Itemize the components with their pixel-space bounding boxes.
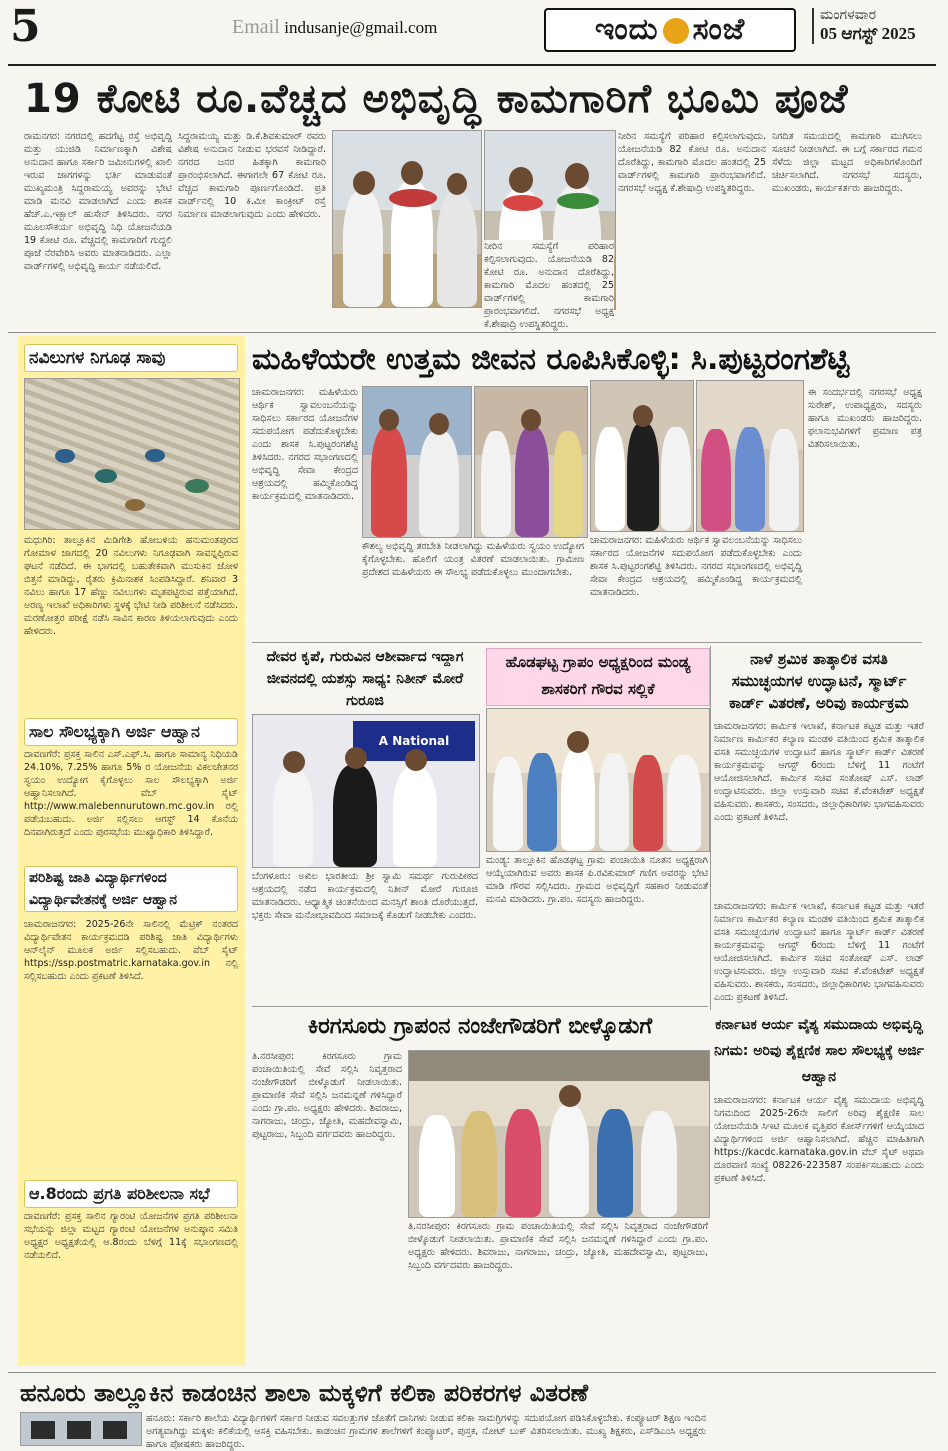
kiragasur-story-col2: ತಿ.ನರಸೀಪುರ: ಕಿರಗಸೂರು ಗ್ರಾಮ ಪಂಚಾಯಿತಿಯಲ್ಲಿ ಸೇವೆ ಸಲ್ಲಿಸಿ ನಿವೃತ್ತರಾದ ನಂಜೇಗೌಡರಿಗೆ ಬೀಳ್ಕೊಡುಗೆ ನೀಡಲಾಯಿತು. ಪ್ರಾಮಾಣಿಕ ಸೇವೆ ಸಲ್ಲಿಸಿ ಜನಮನ್ನಣೆ ಗಳಿಸಿದ್ದಾರೆ ಎಂದು ಗ್ರಾ.ಪಂ. ಅಧ್ಯಕ್ಷರು ಹೇಳಿದರು. ಶಿವರಾಜು, ನಾಗರಾಜು, ಚಂದ್ರು, ಜ್ಯೋತಿ, ಮಹದೇವಸ್ವಾಮಿ, ಪುಟ್ಟರಾಜು, ಸಿಬ್ಬಂದಿ ವರ್ಗದವರು ಹಾಜರಿದ್ದರು. [408, 1221, 708, 1271]
main-story-col4: ನೀರಿನ ಸಮಸ್ಯೆಗೆ ಪರಿಹಾರ ಕಲ್ಪಿಸಲಾಗುವುದು. ಯೋಜನೆಯಡಿ 82 ಕೋಟಿ ರೂ. ಅನುದಾನ ದೊರೆತಿದ್ದು, ಕಾಮಗಾರಿ ಮೊದಲ ಹಂತದಲ್ಲಿ 25 ವಾರ್ಡ್‌ಗಳಲ್ಲಿ ಕಾಮಗಾರಿ ಪ್ರಾರಂಭವಾಗಲಿದೆ. ನಗರಸಭೆ ಅಧ್ಯಕ್ಷ ಕೆ.ಶೇಷಾದ್ರಿ ಉಪಸ್ಥಿತರಿದ್ದರು. [618, 131, 766, 194]
peacock-headline: ನವಿಲುಗಳ ನಿಗೂಢ ಸಾವು [24, 344, 238, 372]
brand-logo [530, 2, 805, 58]
photo-bhoomi-puja-1 [332, 130, 482, 308]
hanur-story-text: ಹನೂರು: ಸರ್ಕಾರಿ ಶಾಲೆಯ ವಿದ್ಯಾರ್ಥಿಗಳಿಗೆ ಸರ್ಕಾರ ನೀಡುವ ಸವಲತ್ತುಗಳ ಜೊತೆಗೆ ದಾನಿಗಳು ನೀಡುವ ಕಲಿಕಾ ಸಾಮಗ್ರಿಗಳನ್ನು ಸದುಪಯೋಗ ಪಡಿಸಿಕೊಳ್ಳಬೇಕು. ಕಂಪ್ಯೂಟರ್ ಶಿಕ್ಷಣ ಇಂದಿನ ಅಗತ್ಯವಾಗಿದ್ದು ಮಕ್ಕಳು ಕಲಿಕೆಯಲ್ಲಿ ಆಸಕ್ತಿ ವಹಿಸಬೇಕು. ಕಾಡಂಚಿನ ಗ್ರಾಮಗಳ ಶಾಲೆಗಳಿಗೆ ಕಂಪ್ಯೂಟರ್, ಪುಸ್ತಕ, ನೋಟ್ ಬುಕ್ ವಿತರಿಸಲಾಯಿತು. ಮುಖ್ಯ ಶಿಕ್ಷಕರು, ಎಸ್‌ಡಿಎಂಸಿ ಅಧ್ಯಕ್ಷರು ಹಾಗೂ ಪೋಷಕರು ಹಾಜರಿದ್ದರು. [146, 1413, 706, 1450]
peacock-story-text: ಮಧುಗಿರಿ: ತಾಲ್ಲೂಕಿನ ಮಿಡಿಗೇಶಿ ಹೋಬಳಿಯ ಹನುಮಂತಪುರದ ಗೋಮಾಳ ಜಾಗದಲ್ಲಿ 20 ನವಿಲುಗಳು ನಿಗೂಢವಾಗಿ ಸಾವನ್ನಪ್ಪಿರುವ ಘಟನೆ ನಡೆದಿದೆ. ಈ ಭಾಗದಲ್ಲಿ ಬಹುತೇಕವಾಗಿ ಮುಸುಕಿನ ಜೋಳ ಬಿತ್ತನೆ ಮಾಡಿದ್ದು, ರೈತರು ಕ್ರಿಮಿನಾಶಕ ಸಿಂಪಡಿಸಿದ್ದಾರೆ. ಶನಿವಾರ 3 ನವಿಲು ಹಾಗೂ 17 ಹೆಣ್ಣು ನವಿಲುಗಳು ಮೃತಪಟ್ಟಿರುವ ಪತ್ತೆಯಾಗಿದೆ. ಅರಣ್ಯ ಇಲಾಖೆ ಅಧಿಕಾರಿಗಳು ಸ್ಥಳಕ್ಕೆ ಭೇಟಿ ನೀಡಿ ಪರಿಶೀಲನೆ ನಡೆಸಿದರು. ಮರಣೋತ್ತರ ಪರೀಕ್ಷೆ ನಡೆಸಿ ಸಾವಿನ ಕಾರಣ ತಿಳಿಯಲಾಗುವುದು ಎಂದು ಹೇಳಿದರು. [24, 535, 238, 637]
photo-women-1 [362, 386, 472, 538]
photo-women-3 [590, 380, 694, 532]
photo-peacocks [24, 378, 240, 530]
main-story-col3: ನೀರಿನ ಸಮಸ್ಯೆಗೆ ಪರಿಹಾರ ಕಲ್ಪಿಸಲಾಗುವುದು. ಯೋಜನೆಯಡಿ 82 ಕೋಟಿ ರೂ. ಅನುದಾನ ದೊರೆತಿದ್ದು, ಕಾಮಗಾರಿ ಮೊದಲ ಹಂತದಲ್ಲಿ 25 ವಾರ್ಡ್‌ಗಳಲ್ಲಿ ಕಾಮಗಾರಿ ಪ್ರಾರಂಭವಾಗಲಿದೆ. ನಗರಸಭೆ ಅಧ್ಯಕ್ಷ ಕೆ.ಶೇಷಾದ್ರಿ ಉಪಸ್ಥಿತರಿದ್ದರು. [484, 241, 614, 330]
women-story-col4: ಈ ಸಂದರ್ಭದಲ್ಲಿ ನಗರಸಭೆ ಅಧ್ಯಕ್ಷ ಸುರೇಶ್, ಉಪಾಧ್ಯಕ್ಷರು, ಸದಸ್ಯರು ಹಾಗೂ ಮುಖಂಡರು ಹಾಜರಿದ್ದರು. ಫಲಾನುಭವಿಗಳಿಗೆ ಪ್ರಮಾಣ ಪತ್ರ ವಿತರಿಸಲಾಯಿತು. [808, 387, 922, 450]
vysya-headline: ಕರ್ನಾಟಕ ಆರ್ಯ ವೈಶ್ಯ ಸಮುದಾಯ ಅಭಿವೃದ್ಧಿ ನಿಗಮ: ಅರಿವು ಶೈಕ್ಷಣಿಕ ಸಾಲ ಸೌಲಭ್ಯಕ್ಕೆ ಅರ್ಜಿ ಆಹ್ವಾನ [714, 1017, 924, 1085]
section-rule-4 [8, 1372, 936, 1373]
loan-story-text: ದಾವಣಗೆರೆ: ಪ್ರಸಕ್ತ ಸಾಲಿನ ಎಸ್.ಎಫ್.ಸಿ. ಹಾಗೂ ಸಾಮಾನ್ಯ ನಿಧಿಯಡಿ 24.10%, 7.25% ಹಾಗೂ 5% ರ ಯೋಜನೆಯ ವಿಕಲಚೇತನರ ಸ್ವಯಂ ಉದ್ಯೋಗ ಕೈಗೊಳ್ಳಲು ಸಾಲ ಸೌಲಭ್ಯಕ್ಕಾಗಿ ಅರ್ಜಿ ಆಹ್ವಾನಿಸಲಾಗಿದೆ. ವೆಬ್ ಸೈಟ್ http://www.malebennurutown.mc.gov.in ರಲ್ಲಿ ಪಡೆಯಬಹುದು. ಅರ್ಜಿ ಸಲ್ಲಿಸಲು ಆಗಸ್ಟ್ 14 ಕೊನೆಯ ದಿನವಾಗಿರುತ್ತದೆ ಎಂದು ಪುರಸಭೆಯ ಮುಖ್ಯಾಧಿಕಾರಿ ತಿಳಿಸಿದ್ದಾರೆ. [24, 749, 238, 838]
section-rule-2 [252, 642, 922, 643]
hodaghatta-headline-box [486, 648, 710, 706]
hodaghatta-headline: ಹೊಡಘಟ್ಟ ಗ್ರಾಪಂ ಅಧ್ಯಕ್ಷರಿಂದ ಮಂಡ್ಯ ಶಾಸಕರಿಗೆ ಗೌರವ ಸಲ್ಲಿಕೆ [505, 653, 691, 698]
main-story-col5: ನಿಗದಿತ ಸಮಯದಲ್ಲಿ ಕಾಮಗಾರಿ ಮುಗಿಸಲು ಸೂಚನೆ ನೀಡಲಾಗಿದೆ. ಈ ಬಗ್ಗೆ ಸರ್ಕಾರದ ಗಮನ ಸೆಳೆದು ಜಿಲ್ಲಾ ಮಟ್ಟದ ಅಧಿಕಾರಿಗಳೊಂದಿಗೆ ಚರ್ಚಿಸಲಾಗಿದೆ. ನಗರಸಭೆ ಸದಸ್ಯರು, ಮುಖಂಡರು, ಕಾರ್ಯಕರ್ತರು ಹಾಜರಿದ್ದರು. [772, 131, 922, 194]
section-rule-1 [8, 332, 936, 333]
issue-date: 05 ಆಗಸ್ಟ್ 2025 [820, 24, 916, 43]
guru-story-text: ಬೆಂಗಳೂರು: ಅಖಿಲ ಭಾರತೀಯ ಶ್ರೀ ಸ್ವಾಮಿ ಸಮರ್ಥ ಗುರುಪೀಠದ ಆಶ್ರಯದಲ್ಲಿ ನಡೆದ ಕಾರ್ಯಕ್ರಮದಲ್ಲಿ ನಿತೀನ್ ಮೋರೆ ಗುರೂಜಿ ಮಾತನಾಡಿದರು. ಆಧ್ಯಾತ್ಮಿಕ ಚಿಂತನೆಯಿಂದ ಮನಸ್ಸಿಗೆ ಶಾಂತಿ ದೊರೆಯುತ್ತದೆ. ಭಕ್ತರು ಸೇವಾ ಮನೋಭಾವದಿಂದ ಸಮಾಜಕ್ಕೆ ಕೊಡುಗೆ ನೀಡಬೇಕು ಎಂದರು. [252, 871, 478, 921]
labour-headline: ನಾಳೆ ಶ್ರಮಿಕ ತಾತ್ಕಾಲಿಕ ವಸತಿ ಸಮುಚ್ಛಯಗಳ ಉದ್ಘಾಟನೆ, ಸ್ಮಾರ್ಟ್ ಕಾರ್ಡ್ ವಿತರಣೆ, ಅರಿವು ಕಾರ್ಯಕ್ರಮ [729, 650, 909, 712]
email-line [232, 16, 437, 39]
labour-story-text-2: ಚಾಮರಾಜನಗರ: ಕಾರ್ಮಿಕ ಇಲಾಖೆ, ಕರ್ನಾಟಕ ಕಟ್ಟಡ ಮತ್ತು ಇತರೆ ನಿರ್ಮಾಣ ಕಾರ್ಮಿಕರ ಕಲ್ಯಾಣ ಮಂಡಳಿ ವತಿಯಿಂದ ಶ್ರಮಿಕ ತಾತ್ಕಾಲಿಕ ವಸತಿ ಸಮುಚ್ಛಯಗಳ ಉದ್ಘಾಟನೆ ಹಾಗೂ ಸ್ಮಾರ್ಟ್ ಕಾರ್ಡ್ ವಿತರಣೆ ಕಾರ್ಯಕ್ರಮವನ್ನು ಆಗಸ್ಟ್ 6ರಂದು ಬೆಳಿಗ್ಗೆ 11 ಗಂಟೆಗೆ ಆಯೋಜಿಸಲಾಗಿದೆ. ಕಾರ್ಮಿಕ ಸಚಿವ ಸಂತೋಷ್ ಎಸ್. ಲಾಡ್ ಉದ್ಘಾಟಿಸುವರು. ಜಿಲ್ಲಾ ಉಸ್ತುವಾರಿ ಸಚಿವ ಕೆ.ವೆಂಕಟೇಶ್ ಅಧ್ಯಕ್ಷತೆ ವಹಿಸುವರು. ಶಾಸಕರು, ಸಂಸದರು, ಜಿಲ್ಲಾಧಿಕಾರಿಗಳು ಭಾಗವಹಿಸುವರು ಎಂದು ಪ್ರಕಟಣೆ ತಿಳಿಸಿದೆ. [714, 901, 924, 1003]
weekday: ಮಂಗಳವಾರ [820, 8, 877, 23]
guru-banner: A National [353, 721, 475, 761]
main-story-col2: ಸಿದ್ದರಾಮಯ್ಯ ಮತ್ತು ಡಿ.ಕೆ.ಶಿವಕುಮಾರ್ ರವರು ವಿಶೇಷ ಅನುದಾನ ನೀಡುವ ಭರವಸೆ ನೀಡಿದ್ದಾರೆ. ನಗರದ ಜನರ ಹಿತಕ್ಕಾಗಿ ಕಾಮಗಾರಿ ಪ್ರಾರಂಭಿಸಲಾಗಿದೆ. ಈಗಾಗಲೇ 67 ಕೋಟಿ ರೂ. ವೆಚ್ಚದ ಕಾಮಗಾರಿ ಪೂರ್ಣಗೊಂಡಿದೆ. ಪ್ರತಿ ವಾರ್ಡ್‌ನಲ್ಲಿ 10 ಕಿ.ಮೀ ಕಾಂಕ್ರೀಟ್ ರಸ್ತೆ ನಿರ್ಮಾಣ ಮಾಡಲಾಗುವುದು ಎಂದು ಹೇಳಿದರು. [178, 131, 326, 220]
guru-headline: ದೇವರ ಕೃಪೆ, ಗುರುವಿನ ಆಶೀರ್ವಾದ ಇದ್ದಾಗ ಜೀವನದಲ್ಲಿ ಯಶಸ್ಸು ಸಾಧ್ಯ: ನಿತೀನ್ ಮೋರೆ ಗುರೂಜಿ [266, 649, 464, 709]
scholarship-headline: ಪರಿಶಿಷ್ಟ ಜಾತಿ ವಿದ್ಯಾರ್ಥಿಗಳಿಂದ ವಿದ್ಯಾರ್ಥಿವೇತನಕ್ಕೆ ಅರ್ಜಿ ಆಹ್ವಾನ [24, 866, 238, 912]
hanur-headline: ಹನೂರು ತಾಲ್ಲೂಕಿನ ಕಾಡಂಚಿನ ಶಾಲಾ ಮಕ್ಕಳಿಗೆ ಕಲಿಕಾ ಪರಿಕರಗಳ ವಿತರಣೆ [20, 1379, 589, 1407]
column-divider [710, 646, 711, 1010]
labour-story-text: ಚಾಮರಾಜನಗರ: ಕಾರ್ಮಿಕ ಇಲಾಖೆ, ಕರ್ನಾಟಕ ಕಟ್ಟಡ ಮತ್ತು ಇತರೆ ನಿರ್ಮಾಣ ಕಾರ್ಮಿಕರ ಕಲ್ಯಾಣ ಮಂಡಳಿ ವತಿಯಿಂದ ಶ್ರಮಿಕ ತಾತ್ಕಾಲಿಕ ವಸತಿ ಸಮುಚ್ಛಯಗಳ ಉದ್ಘಾಟನೆ ಹಾಗೂ ಸ್ಮಾರ್ಟ್ ಕಾರ್ಡ್ ವಿತರಣೆ ಕಾರ್ಯಕ್ರಮವನ್ನು ಆಗಸ್ಟ್ 6ರಂದು ಬೆಳಿಗ್ಗೆ 11 ಗಂಟೆಗೆ ಆಯೋಜಿಸಲಾಗಿದೆ. ಕಾರ್ಮಿಕ ಸಚಿವ ಸಂತೋಷ್ ಎಸ್. ಲಾಡ್ ಉದ್ಘಾಟಿಸುವರು. ಜಿಲ್ಲಾ ಉಸ್ತುವಾರಿ ಸಚಿವ ಕೆ.ವೆಂಕಟೇಶ್ ಅಧ್ಯಕ್ಷತೆ ವಹಿಸುವರು. ಶಾಸಕರು, ಸಂಸದರು, ಜಿಲ್ಲಾಧಿಕಾರಿಗಳು ಭಾಗವಹಿಸುವರು ಎಂದು ಪ್ರಕಟಣೆ ತಿಳಿಸಿದೆ. [714, 721, 924, 823]
women-story-col3: ಚಾಮರಾಜನಗರ: ಮಹಿಳೆಯರು ಆರ್ಥಿಕ ಸ್ವಾವಲಂಬನೆಯನ್ನು ಸಾಧಿಸಲು ಸರ್ಕಾರದ ಯೋಜನೆಗಳ ಸದುಪಯೋಗ ಪಡೆದುಕೊಳ್ಳಬೇಕು ಎಂದು ಶಾಸಕ ಸಿ.ಪುಟ್ಟರಂಗಶೆಟ್ಟಿ ತಿಳಿಸಿದರು. ನಗರದ ಸಭಾಂಗಣದಲ್ಲಿ ಅಭಿವೃದ್ಧಿ ಸೇವಾ ಕೇಂದ್ರದ ಆಶ್ರಯದಲ್ಲಿ ಹಮ್ಮಿಕೊಂಡಿದ್ದ ಕಾರ್ಯಕ್ರಮದಲ್ಲಿ ಮಾತನಾಡಿದರು. [590, 535, 802, 598]
photo-kiragasur [408, 1050, 710, 1218]
meeting-story-text: ದಾವಣಗೆರೆ: ಪ್ರಸಕ್ತ ಸಾಲಿನ ಗ್ಯಾರಂಟಿ ಯೋಜನೆಗಳ ಪ್ರಗತಿ ಪರಿಶೀಲನಾ ಸಭೆಯನ್ನು ಜಿಲ್ಲಾ ಮಟ್ಟದ ಗ್ಯಾರಂಟಿ ಯೋಜನೆಗಳ ಅನುಷ್ಠಾನ ಸಮಿತಿ ಅಧ್ಯಕ್ಷರ ಅಧ್ಯಕ್ಷತೆಯಲ್ಲಿ ಆ.8ರಂದು ಬೆಳಿಗ್ಗೆ 11ಕ್ಕೆ ಸಭಾಂಗಣದಲ್ಲಿ ನಡೆಯಲಿದೆ. [24, 1211, 238, 1261]
brand-left: ಇಂದು [594, 12, 659, 47]
photo-guru [252, 714, 480, 868]
email-address: indusanje@gmail.com [284, 18, 438, 37]
kiragasur-story-col1: ತಿ.ನರಸೀಪುರ: ಕಿರಗಸೂರು ಗ್ರಾಮ ಪಂಚಾಯಿತಿಯಲ್ಲಿ ಸೇವೆ ಸಲ್ಲಿಸಿ ನಿವೃತ್ತರಾದ ನಂಜೇಗೌಡರಿಗೆ ಬೀಳ್ಕೊಡುಗೆ ನೀಡಲಾಯಿತು. ಪ್ರಾಮಾಣಿಕ ಸೇವೆ ಸಲ್ಲಿಸಿ ಜನಮನ್ನಣೆ ಗಳಿಸಿದ್ದಾರೆ ಎಂದು ಗ್ರಾ.ಪಂ. ಅಧ್ಯಕ್ಷರು ಹೇಳಿದರು. ಶಿವರಾಜು, ನಾಗರಾಜು, ಚಂದ್ರು, ಜ್ಯೋತಿ, ಮಹದೇವಸ್ವಾಮಿ, ಪುಟ್ಟರಾಜು, ಸಿಬ್ಬಂದಿ ವರ್ಗದವರು ಹಾಜರಿದ್ದರು. [252, 1051, 402, 1140]
loan-headline: ಸಾಲ ಸೌಲಭ್ಯಕ್ಕಾಗಿ ಅರ್ಜಿ ಆಹ್ವಾನ [24, 718, 238, 746]
main-headline: 19 ಕೋಟಿ ರೂ.ವೆಚ್ಚದ ಅಭಿವೃದ್ಧಿ ಕಾಮಗಾರಿಗೆ ಭೂಮಿ ಪೂಜೆ [24, 76, 849, 122]
main-story-col1: ರಾಮನಗರ: ನಗರದಲ್ಲಿ ಹದಗೆಟ್ಟ ರಸ್ತೆ ಅಭಿವೃದ್ಧಿ ಮತ್ತು ಯುಜಿಡಿ ನಿರ್ಮಾಣಕ್ಕಾಗಿ ವಿಶೇಷ ಅನುದಾನ ಹಾಗೂ ಸರ್ಕಾರಿ ಜಮೀನುಗಳಲ್ಲಿ ಖಾಲಿ ಇರುವ ಜಾಗಗಳನ್ನು ಭರ್ತಿ ಮಾಡುವಂತೆ ಮುಖ್ಯಮಂತ್ರಿ ಸಿದ್ದರಾಮಯ್ಯ ಅವರನ್ನು ಭೇಟಿ ಮಾಡಿ ಮನವಿ ಮಾಡಲಾಗಿದೆ ಎಂದು ಶಾಸಕ ಹೆಚ್.ಎ.ಇಕ್ಬಾಲ್ ಹುಸೇನ್ ತಿಳಿಸಿದರು. ನಗರ ಮೂಲಸೌಕರ್ಯ ಅಭಿವೃದ್ಧಿ ನಿಧಿ ಯೋಜನೆಯಡಿ 19 ಕೋಟಿ ರೂ. ವೆಚ್ಚದಲ್ಲಿ ಕಾಮಗಾರಿಗೆ ಗುದ್ದಲಿ ಪೂಜೆ ನೆರವೇರಿಸಿ ಅವರು ಮಾತನಾಡಿದರು. ಎಲ್ಲಾ ವಾರ್ಡ್‌ಗಳಲ್ಲಿ ಅಭಿವೃದ್ಧಿ ಕಾರ್ಯ ನಡೆಯಲಿದೆ. [24, 131, 172, 272]
email-label: Email [232, 16, 280, 38]
hodaghatta-story-text: ಮಂಡ್ಯ: ತಾಲ್ಲೂಕಿನ ಹೊಡಘಟ್ಟ ಗ್ರಾಮ ಪಂಚಾಯಿತಿ ನೂತನ ಅಧ್ಯಕ್ಷರಾಗಿ ಆಯ್ಕೆಯಾಗಿರುವ ಅವರು ಶಾಸಕ ಪಿ.ರವಿಕುಮಾರ್ ಗಣಿಗ ಅವರನ್ನು ಭೇಟಿ ಮಾಡಿ ಗೌರವ ಸಲ್ಲಿಸಿದರು. ಗ್ರಾಮದ ಅಭಿವೃದ್ಧಿಗೆ ಸಹಕಾರ ನೀಡುವಂತೆ ಮನವಿ ಮಾಡಿದರು. ಗ್ರಾ.ಪಂ. ಸದಸ್ಯರು ಹಾಜರಿದ್ದರು. [486, 855, 708, 905]
vysya-story-text: ಚಾಮರಾಜನಗರ: ಕರ್ನಾಟಕ ಆರ್ಯ ವೈಶ್ಯ ಸಮುದಾಯ ಅಭಿವೃದ್ಧಿ ನಿಗಮದಿಂದ 2025-26ನೇ ಸಾಲಿಗೆ ಅರಿವು ಶೈಕ್ಷಣಿಕ ಸಾಲ ಯೋಜನೆಯಡಿ ಸಿಇಟಿ ಮೂಲಕ ವೃತ್ತಿಪರ ಕೋರ್ಸ್‌ಗಳಿಗೆ ಆಯ್ಕೆಯಾದ ವಿದ್ಯಾರ್ಥಿಗಳಿಂದ ಅರ್ಜಿ ಆಹ್ವಾನಿಸಲಾಗಿದೆ. ಹೆಚ್ಚಿನ ಮಾಹಿತಿಗಾಗಿ https://kacdc.karnataka.gov.in ವೆಬ್ ಸೈಟ್ ಅಥವಾ ದೂರವಾಣಿ ಸಂಖ್ಯೆ 08226-223587 ಸಂಪರ್ಕಿಸಬಹುದು ಎಂದು ಪ್ರಕಟಣೆ ತಿಳಿಸಿದೆ. [714, 1095, 924, 1184]
kiragasur-headline: ಕಿರಗಸೂರು ಗ್ರಾಪಂನ ನಂಜೇಗೌಡರಿಗೆ ಬೀಳ್ಕೊಡುಗೆ [307, 1014, 653, 1039]
women-headline: ಮಹಿಳೆಯರೇ ಉತ್ತಮ ಜೀವನ ರೂಪಿಸಿಕೊಳ್ಳಿ: ಸಿ.ಪುಟ್ಟರಂಗಶೆಟ್ಟಿ [252, 342, 850, 377]
photo-hodaghatta [486, 708, 710, 852]
section-rule-3 [252, 1006, 708, 1007]
masthead-rule [8, 64, 936, 66]
brand-right: ಸಂಜೆ [692, 12, 746, 47]
photo-women-4 [696, 380, 804, 532]
main-story-col3-start [332, 306, 480, 328]
date-block [812, 8, 948, 44]
meeting-headline: ಆ.8ರಂದು ಪ್ರಗತಿ ಪರಿಶೀಲನಾ ಸಭೆ [24, 1180, 238, 1208]
page-number: 5 [10, 1, 41, 52]
women-story-col1: ಚಾಮರಾಜನಗರ: ಮಹಿಳೆಯರು ಆರ್ಥಿಕ ಸ್ವಾವಲಂಬನೆಯನ್ನು ಸಾಧಿಸಲು ಸರ್ಕಾರದ ಯೋಜನೆಗಳ ಸದುಪಯೋಗ ಪಡೆದುಕೊಳ್ಳಬೇಕು ಎಂದು ಶಾಸಕ ಸಿ.ಪುಟ್ಟರಂಗಶೆಟ್ಟಿ ತಿಳಿಸಿದರು. ನಗರದ ಸಭಾಂಗಣದಲ್ಲಿ ಅಭಿವೃದ್ಧಿ ಸೇವಾ ಕೇಂದ್ರದ ಆಶ್ರಯದಲ್ಲಿ ಹಮ್ಮಿಕೊಂಡಿದ್ದ ಕಾರ್ಯಕ್ರಮದಲ್ಲಿ ಮಾತನಾಡಿದರು. [252, 387, 358, 502]
women-story-col2: ಕೌಶಲ್ಯ ಅಭಿವೃದ್ಧಿ ತರಬೇತಿ ನೀಡಲಾಗಿದ್ದು ಮಹಿಳೆಯರು ಸ್ವಯಂ ಉದ್ಯೋಗ ಕೈಗೊಳ್ಳಬೇಕು. ಹೊಲಿಗೆ ಯಂತ್ರ ವಿತರಣೆ ಮಾಡಲಾಯಿತು. ಗ್ರಾಮೀಣ ಪ್ರದೇಶದ ಮಹಿಳೆಯರು ಈ ಸೌಲಭ್ಯ ಪಡೆದುಕೊಳ್ಳಲು ಮುಂದಾಗಬೇಕು. [362, 541, 584, 578]
photo-hanur [20, 1412, 142, 1446]
scholarship-story-text: ಚಾಮರಾಜನಗರ: 2025-26ನೇ ಸಾಲಿನಲ್ಲಿ ಮೆಟ್ರಿಕ್ ನಂತರದ ವಿದ್ಯಾರ್ಥಿವೇತನ ಕಾರ್ಯಕ್ರಮದಡಿ ಪರಿಶಿಷ್ಟ ಜಾತಿ ವಿದ್ಯಾರ್ಥಿಗಳು ಆನ್‌ಲೈನ್ ಮೂಲಕ ಅರ್ಜಿ ಸಲ್ಲಿಸಬಹುದು. ವೆಬ್ ಸೈಟ್ https://ssp.postmatric.karnataka.gov.in ನಲ್ಲಿ ಸಲ್ಲಿಸಬಹುದು ಎಂದು ಪ್ರಕಟಣೆ ತಿಳಿಸಿದೆ. [24, 919, 238, 982]
sun-icon [663, 18, 689, 44]
yellow-sidebar [18, 336, 245, 1366]
photo-women-2 [474, 386, 588, 538]
